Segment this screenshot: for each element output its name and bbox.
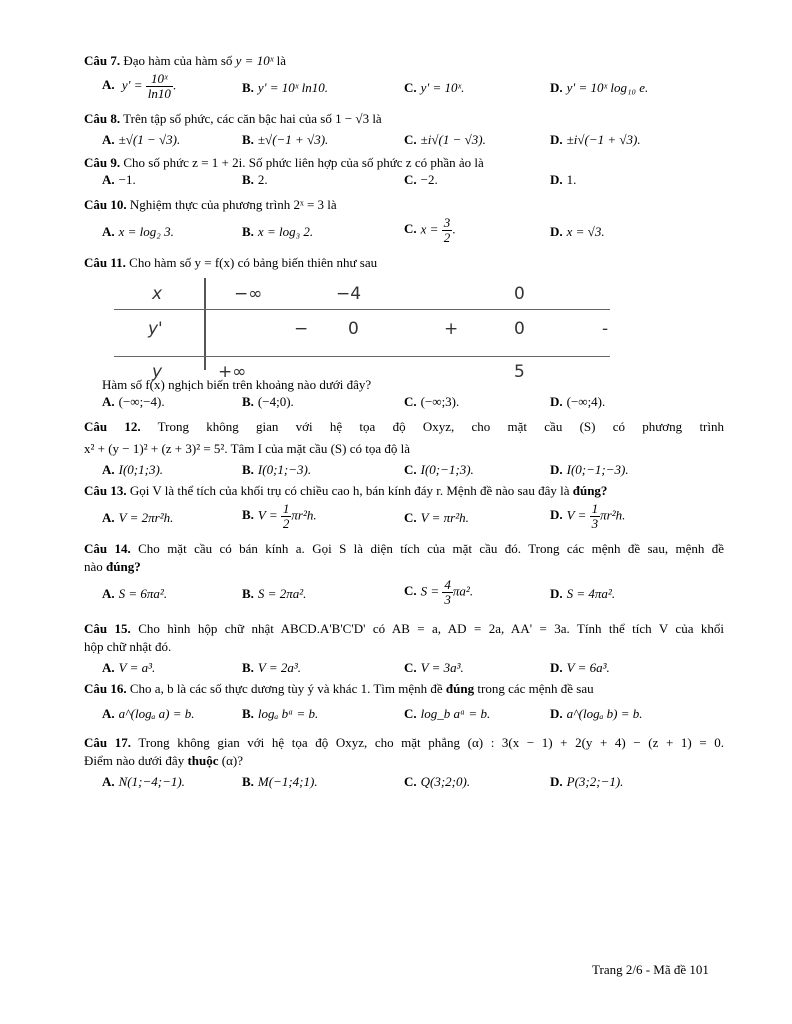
fraction: $\frac{4}{3}$ xyxy=(444,577,451,607)
option-c[interactable]: C. y' = 10ˣ. xyxy=(404,80,465,95)
keyword: đúng? xyxy=(106,559,141,574)
option-d[interactable]: D. x = √3. xyxy=(550,224,605,239)
variation-table xyxy=(114,278,610,382)
options-15 xyxy=(84,660,724,680)
question-number: Câu 11. xyxy=(84,255,126,270)
table-row-yprime: y' − 0 + 0 - xyxy=(148,319,609,339)
question-12 xyxy=(84,418,724,436)
option-d[interactable]: D. S = 4πa². xyxy=(550,586,616,601)
option-a[interactable]: A. V = 2πr²h. xyxy=(102,510,174,525)
option-c[interactable]: C. (−∞;3). xyxy=(404,394,460,409)
question-expr: y = 10ˣ xyxy=(235,53,274,68)
question-12-line2: x² + (y − 1)² + (z + 3)² = 5². Tâm I của mặt cầu (S) có tọa độ là xyxy=(84,441,410,456)
option-b[interactable]: B. S = 2πa². xyxy=(242,586,307,601)
option-b[interactable]: B. V = 2a³. xyxy=(242,660,302,675)
option-c[interactable]: C. ±i√(1 − √3). xyxy=(404,132,486,147)
question-text: Trong không gian với hệ tọa độ Oxyz, cho mặt phẳng (α) : 3(x − 1) + 2(y + 4) − (z + 1) = 0. xyxy=(138,735,724,750)
option-c[interactable]: C. log_b aᵃ = b. xyxy=(404,706,491,721)
option-b[interactable]: B. y' = 10ˣ ln10. xyxy=(242,80,329,95)
option-a[interactable]: A. a^(logₐ a) = b. xyxy=(102,706,195,721)
question-text: Gọi V là thể tích của khối trụ có chiều cao h, bán kính đáy r. Mệnh đề nào sau đây là xyxy=(129,483,570,498)
fraction: $\frac{\text{10ˣ}}{\ln 10}$ xyxy=(147,71,171,101)
options-8 xyxy=(84,132,724,154)
option-c[interactable]: C. x = $\frac{3}{2}$ . xyxy=(404,215,456,245)
option-c[interactable]: C. V = πr²h. xyxy=(404,510,469,525)
option-a[interactable]: A. S = 6πa². xyxy=(102,586,168,601)
option-b[interactable]: B. M(−1;4;1). xyxy=(242,774,318,789)
question-11-prompt: Hàm số f(x) nghịch biến trên khoảng nào dưới đây? xyxy=(102,377,372,392)
table-row-x: x −∞ −4 0 xyxy=(152,284,525,304)
option-b[interactable]: B. 2. xyxy=(242,172,268,187)
option-b[interactable]: B. V = $\frac{1}{2}$ πr²h. xyxy=(242,501,317,531)
question-text: Đạo hàm của hàm số xyxy=(123,53,233,68)
option-b[interactable]: B. logₐ bᵃ = b. xyxy=(242,706,319,721)
option-d[interactable]: D. I(0;−1;−3). xyxy=(550,462,629,477)
question-9 xyxy=(84,154,724,172)
option-c[interactable]: C. S = $\frac{4}{3}$ πa². xyxy=(404,577,474,607)
option-a[interactable]: A. I(0;1;3). xyxy=(102,462,164,477)
option-d[interactable]: D. V = 6a³. xyxy=(550,660,610,675)
option-d[interactable]: D. (−∞;4). xyxy=(550,394,606,409)
option-a[interactable]: A. −1. xyxy=(102,172,136,187)
exam-page xyxy=(84,52,724,794)
option-d[interactable]: D. V = $\frac{1}{3}$ πr²h. xyxy=(550,501,626,531)
question-text: Cho hàm số y = f(x) có bảng biến thiên như sau xyxy=(129,255,378,270)
question-number: Câu 14. xyxy=(84,541,131,556)
fraction: $\frac{1}{2}$ xyxy=(282,501,290,531)
question-text: Cho mặt cầu có bán kính a. Gọi S là diện tích của mặt cầu đó. Trong các mệnh đề sau, mệnh đề xyxy=(138,541,724,556)
option-a[interactable]: A. N(1;−4;−1). xyxy=(102,774,185,789)
option-d[interactable]: D. ±i√(−1 + √3). xyxy=(550,132,641,147)
option-c[interactable]: C. I(0;−1;3). xyxy=(404,462,474,477)
table-row-y: y +∞ 5 xyxy=(152,362,525,382)
option-c[interactable]: C. V = 3a³. xyxy=(404,660,464,675)
question-15-line2: hộp chữ nhật đó. xyxy=(84,639,172,654)
question-text: Trong không gian với hệ tọa độ Oxyz, cho mặt cầu (S) có phương trình xyxy=(157,419,724,434)
options-12 xyxy=(84,462,724,482)
question-text: Trên tập số phức, các căn bậc hai của số 1 − √3 là xyxy=(123,111,382,126)
options-11 xyxy=(84,394,724,414)
question-text: Cho hình hộp chữ nhật ABCD.A'B'C'D' có AB = a, AD = 2a, AA' = 3a. Tính thể tích V của khối xyxy=(138,621,725,636)
keyword: thuộc xyxy=(187,753,219,768)
option-b[interactable]: B. ±√(−1 + √3). xyxy=(242,132,329,147)
option-c[interactable]: C. Q(3;2;0). xyxy=(404,774,471,789)
question-number: Câu 16. xyxy=(84,681,127,696)
option-a[interactable]: A. y' = $\frac{\text{10ˣ}}{\ln 10}$ . xyxy=(102,71,177,101)
question-14-line2: nào đúng? xyxy=(84,559,141,574)
option-a[interactable]: A. V = a³. xyxy=(102,660,156,675)
question-14 xyxy=(84,540,724,558)
question-7 xyxy=(84,52,724,70)
option-b[interactable]: B. (−4;0). xyxy=(242,394,294,409)
fraction: $\frac{3}{2}$ xyxy=(443,215,451,245)
question-13 xyxy=(84,482,724,500)
question-number: Câu 9. xyxy=(84,155,121,170)
page-footer: Trang 2/6 - Mã đề 101 xyxy=(592,962,709,977)
question-number: Câu 17. xyxy=(84,735,131,750)
question-text: Cho số phức z = 1 + 2i. Số phức liên hợp của số phức z có phần ảo là xyxy=(123,155,484,170)
option-b[interactable]: B. x = log₃ 2. xyxy=(242,224,314,239)
fraction: $\frac{1}{3}$ xyxy=(591,501,599,531)
option-a[interactable]: A. ±√(1 − √3). xyxy=(102,132,181,147)
options-10 xyxy=(84,214,724,250)
question-text: Nghiệm thực của phương trình 2ˣ = 3 là xyxy=(129,197,337,212)
question-16: Câu 16. Cho a, b là các số thực dương tùy ý và khác 1. Tìm mệnh đề đúng trong các mệnh đề sau xyxy=(84,681,594,696)
question-number: Câu 13. xyxy=(84,483,127,498)
options-9 xyxy=(84,172,724,192)
question-10 xyxy=(84,196,724,214)
option-c[interactable]: C. −2. xyxy=(404,172,438,187)
question-8 xyxy=(84,110,724,128)
question-number: Câu 7. xyxy=(84,53,121,68)
options-16 xyxy=(84,706,724,734)
question-number: Câu 8. xyxy=(84,111,121,126)
options-13 xyxy=(84,500,724,536)
option-a[interactable]: A. x = log₂ 3. xyxy=(102,224,174,239)
keyword: đúng? xyxy=(572,483,608,498)
question-17-line2: Điểm nào dưới đây thuộc (α)? xyxy=(84,753,244,768)
question-number: Câu 12. xyxy=(84,419,141,434)
options-14 xyxy=(84,576,724,612)
options-17 xyxy=(84,774,724,794)
question-11 xyxy=(84,254,724,272)
question-17 xyxy=(84,734,724,752)
options-7 xyxy=(84,70,724,106)
option-d[interactable]: D. a^(logₐ b) = b. xyxy=(550,706,643,721)
question-15 xyxy=(84,620,724,638)
option-d[interactable]: D. 1. xyxy=(550,172,577,187)
option-d[interactable]: D. y' = 10ˣ log₁₀ e. xyxy=(550,80,649,95)
option-d[interactable]: D. P(3;2;−1). xyxy=(550,774,624,789)
option-b[interactable]: B. I(0;1;−3). xyxy=(242,462,312,477)
question-number: Câu 15. xyxy=(84,621,131,636)
option-a[interactable]: A. (−∞;−4). xyxy=(102,394,165,409)
question-number: Câu 10. xyxy=(84,197,127,212)
question-text-end: là xyxy=(276,53,287,68)
keyword: đúng xyxy=(445,681,475,696)
